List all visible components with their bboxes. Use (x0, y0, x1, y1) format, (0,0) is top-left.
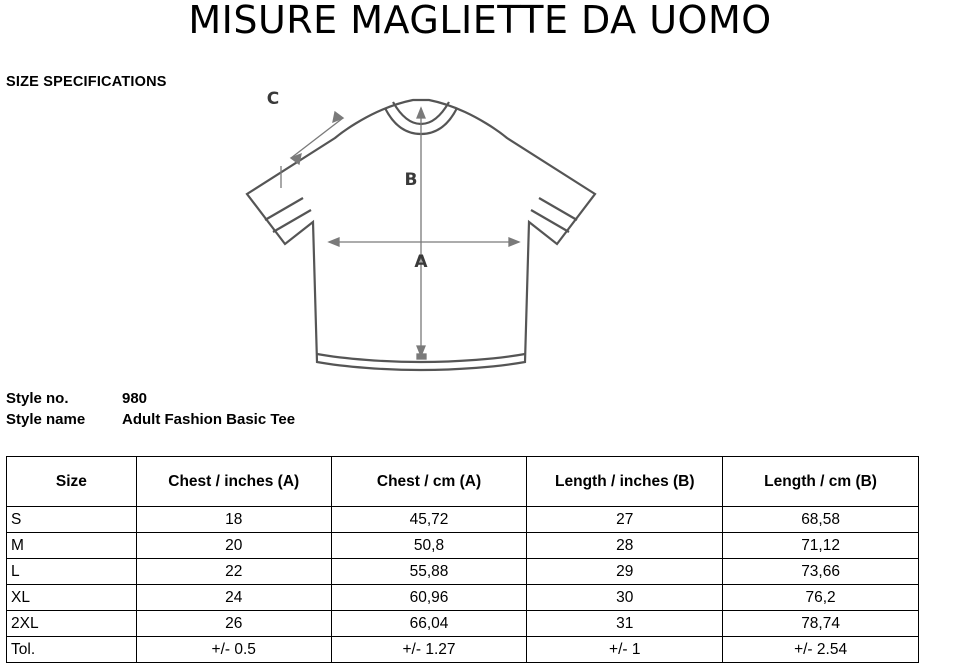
cell-length-cm: 68,58 (723, 507, 919, 533)
cell-chest-inches: 20 (136, 533, 331, 559)
cell-chest-inches: 24 (136, 585, 331, 611)
cell-length-inches: 29 (527, 559, 723, 585)
cell-size: M (7, 533, 137, 559)
dimension-label-a: A (414, 252, 428, 272)
cell-chest-inches: 26 (136, 611, 331, 637)
cell-size: S (7, 507, 137, 533)
cell-chest-cm: 66,04 (331, 611, 527, 637)
cell-length-cm: +/- 2.54 (723, 637, 919, 663)
cell-chest-inches: +/- 0.5 (136, 637, 331, 663)
table-row (7, 559, 919, 585)
cell-size: L (7, 559, 137, 585)
style-no-value: 980 (122, 390, 148, 407)
style-no-row (6, 390, 295, 411)
column-header-chest-cm: Chest / cm (A) (331, 457, 527, 507)
cell-chest-cm: +/- 1.27 (331, 637, 527, 663)
table-row (7, 611, 919, 637)
cell-chest-cm: 55,88 (331, 559, 527, 585)
cell-chest-inches: 18 (136, 507, 331, 533)
cell-length-cm: 71,12 (723, 533, 919, 559)
size-specifications-label: SIZE SPECIFICATIONS (6, 74, 167, 90)
column-header-length-cm: Length / cm (B) (723, 457, 919, 507)
style-name-value: Adult Fashion Basic Tee (122, 411, 296, 428)
tshirt-diagram-svg (225, 62, 625, 382)
cell-chest-cm: 45,72 (331, 507, 527, 533)
page-title: MISURE MAGLIETTE DA UOMO (188, 0, 772, 42)
cell-length-cm: 76,2 (723, 585, 919, 611)
style-info-block (6, 390, 295, 432)
dimension-label-b: B (404, 170, 418, 190)
size-chart-table (6, 456, 919, 663)
table-row (7, 533, 919, 559)
column-header-length-inches: Length / inches (B) (527, 457, 723, 507)
cell-length-inches: 31 (527, 611, 723, 637)
table-row (7, 507, 919, 533)
cell-size: Tol. (7, 637, 137, 663)
table-row (7, 637, 919, 663)
style-name-row (6, 411, 295, 432)
dimension-label-c: C (266, 89, 280, 109)
table-row (7, 585, 919, 611)
cell-size: 2XL (7, 611, 137, 637)
cell-length-cm: 73,66 (723, 559, 919, 585)
tshirt-measurement-diagram (225, 62, 625, 382)
cell-length-inches: 28 (527, 533, 723, 559)
cell-size: XL (7, 585, 137, 611)
cell-length-inches: +/- 1 (527, 637, 723, 663)
cell-length-inches: 30 (527, 585, 723, 611)
style-name-label: Style name (6, 411, 86, 428)
column-header-chest-inches: Chest / inches (A) (136, 457, 331, 507)
cell-chest-cm: 60,96 (331, 585, 527, 611)
column-header-size: Size (7, 457, 137, 507)
cell-length-cm: 78,74 (723, 611, 919, 637)
cell-chest-inches: 22 (136, 559, 331, 585)
cell-length-inches: 27 (527, 507, 723, 533)
table-header-row (7, 457, 919, 507)
style-no-label: Style no. (6, 390, 69, 407)
cell-chest-cm: 50,8 (331, 533, 527, 559)
